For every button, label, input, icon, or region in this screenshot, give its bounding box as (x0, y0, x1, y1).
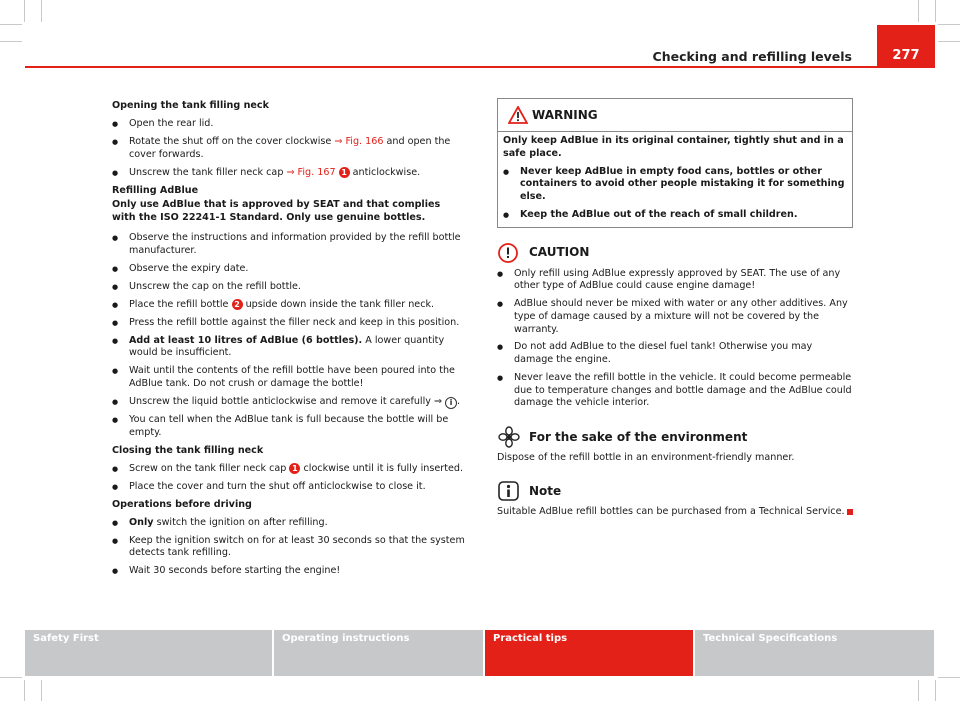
warning-box (497, 98, 853, 228)
footer-tab-operating-instructions[interactable]: Operating instructions (274, 630, 483, 676)
crop-mark (935, 0, 936, 22)
caution-header (497, 242, 853, 264)
crop-mark (918, 680, 919, 701)
list-item: ● Open the rear lid. (112, 118, 467, 131)
list-item: ● Do not add AdBlue to the diesel fuel tank! Otherwise you may damage the engine. (497, 341, 853, 366)
caution-title: CAUTION (529, 245, 590, 260)
environment-header (497, 426, 853, 448)
footer-tab-safety-first[interactable]: Safety First (25, 630, 272, 676)
note-header (497, 480, 853, 502)
footer-tab-practical-tips[interactable]: Practical tips (485, 630, 693, 676)
list-item: ● Unscrew the liquid bottle anticlockwise and remove it carefully ⇒ i . (112, 396, 467, 409)
list-item: ● Never leave the refill bottle in the vehicle. It could become permeable due to temperature changes and bottle damage and the AdBlue could damage the vehicle interior. (497, 372, 853, 410)
crop-mark (0, 24, 22, 25)
list-item: ● Press the refill bottle against the filler neck and keep in this position. (112, 317, 467, 330)
page-number: 277 (892, 48, 920, 63)
environment-text: Dispose of the refill bottle in an environment-friendly manner. (497, 451, 795, 463)
list-item: ● Observe the instructions and information provided by the refill bottle manufacturer. (112, 232, 467, 257)
left-column (112, 100, 467, 583)
list-item: ● Never keep AdBlue in empty food cans, bottles or other containers to avoid other people mistaking it for something else. (503, 166, 847, 204)
footer-tab-technical-specifications[interactable]: Technical Specifications (695, 630, 934, 676)
header-rule (25, 66, 933, 68)
right-column (497, 98, 853, 524)
note-title: Note (529, 484, 562, 499)
list-item: ● Place the cover and turn the shut off anticlockwise to close it. (112, 481, 467, 494)
page-title: Checking and refilling levels (652, 49, 852, 64)
crop-mark (24, 680, 25, 701)
list-item: ● Only refill using AdBlue expressly approved by SEAT. The use of any other type of AdBlue could cause engine damage! (497, 268, 853, 293)
section-heading: Refilling AdBlue (112, 184, 199, 196)
environment-title: For the sake of the environment (529, 429, 748, 444)
list-item: ● Place the refill bottle 2 upside down inside the tank filler neck. (112, 299, 467, 312)
callout-number: 2 (232, 299, 243, 310)
list-item: ● Only switch the ignition on after refilling. (112, 517, 467, 530)
list-item: ● Unscrew the tank filler neck cap ⇒ Fig. 167 1 anticlockwise. (112, 167, 467, 180)
list-item: ● Keep the AdBlue out of the reach of small children. (503, 209, 847, 222)
callout-number: 1 (339, 167, 350, 178)
warning-title: WARNING (532, 108, 598, 122)
flower-leaf-icon (497, 426, 521, 448)
list-item: ● Screw on the tank filler neck cap 1 clockwise until it is fully inserted. (112, 463, 467, 476)
list-item: ● Unscrew the cap on the refill bottle. (112, 281, 467, 294)
warning-triangle-icon (508, 106, 528, 124)
list-item: ● Wait until the contents of the refill bottle have been poured into the AdBlue tank. Do not crush or damage the bottle! (112, 365, 467, 390)
section-heading: Operations before driving (112, 498, 252, 510)
list-item: ● Wait 30 seconds before starting the engine! (112, 565, 467, 578)
info-icon[interactable]: i (445, 397, 457, 409)
crop-mark (935, 680, 936, 701)
figure-link[interactable]: ⇒ Fig. 167 (286, 166, 336, 178)
crop-mark (918, 0, 919, 22)
list-item: ● Add at least 10 litres of AdBlue (6 bottles). A lower quantity would be insufficient. (112, 335, 467, 360)
list-item: ● AdBlue should never be mixed with water or any other additives. Any type of damage caused by a mixture will not be covered by the warranty. (497, 298, 853, 336)
section-heading: Closing the tank filling neck (112, 444, 264, 456)
list-item: ● Rotate the shut off on the cover clockwise ⇒ Fig. 166 and open the cover forwards. (112, 136, 467, 161)
crop-mark (41, 680, 42, 701)
section-heading: Opening the tank filling neck (112, 100, 269, 111)
warning-header (498, 99, 852, 132)
end-mark (847, 509, 853, 515)
figure-link[interactable]: ⇒ Fig. 166 (334, 135, 384, 147)
caution-icon (497, 242, 521, 264)
list-item: ● You can tell when the AdBlue tank is full because the bottle will be empty. (112, 414, 467, 439)
crop-mark (938, 677, 960, 678)
crop-mark (938, 41, 960, 42)
warning-body: Only keep AdBlue in its original container, tightly shut and in a safe place. ● Never keep AdBlue in empty food cans, bottles or other containers to avoid other people mistaking it for something else. ● Keep the AdBlue out of the reach of small children. (498, 132, 852, 221)
note-text: Suitable AdBlue refill bottles can be purchased from a Technical Service. (497, 506, 853, 519)
list-item: ● Keep the ignition switch on for at least 30 seconds so that the system detects tank refilling. (112, 535, 467, 560)
refill-note: Only use AdBlue that is approved by SEAT and that complies with the ISO 22241-1 Standard. Only use genuine bottles. (112, 199, 441, 223)
crop-mark (0, 677, 22, 678)
callout-number: 1 (289, 463, 300, 474)
crop-mark (0, 41, 22, 42)
crop-mark (41, 0, 42, 22)
crop-mark (938, 24, 960, 25)
crop-mark (24, 0, 25, 22)
list-item: ● Observe the expiry date. (112, 263, 467, 276)
info-note-icon (497, 480, 521, 502)
